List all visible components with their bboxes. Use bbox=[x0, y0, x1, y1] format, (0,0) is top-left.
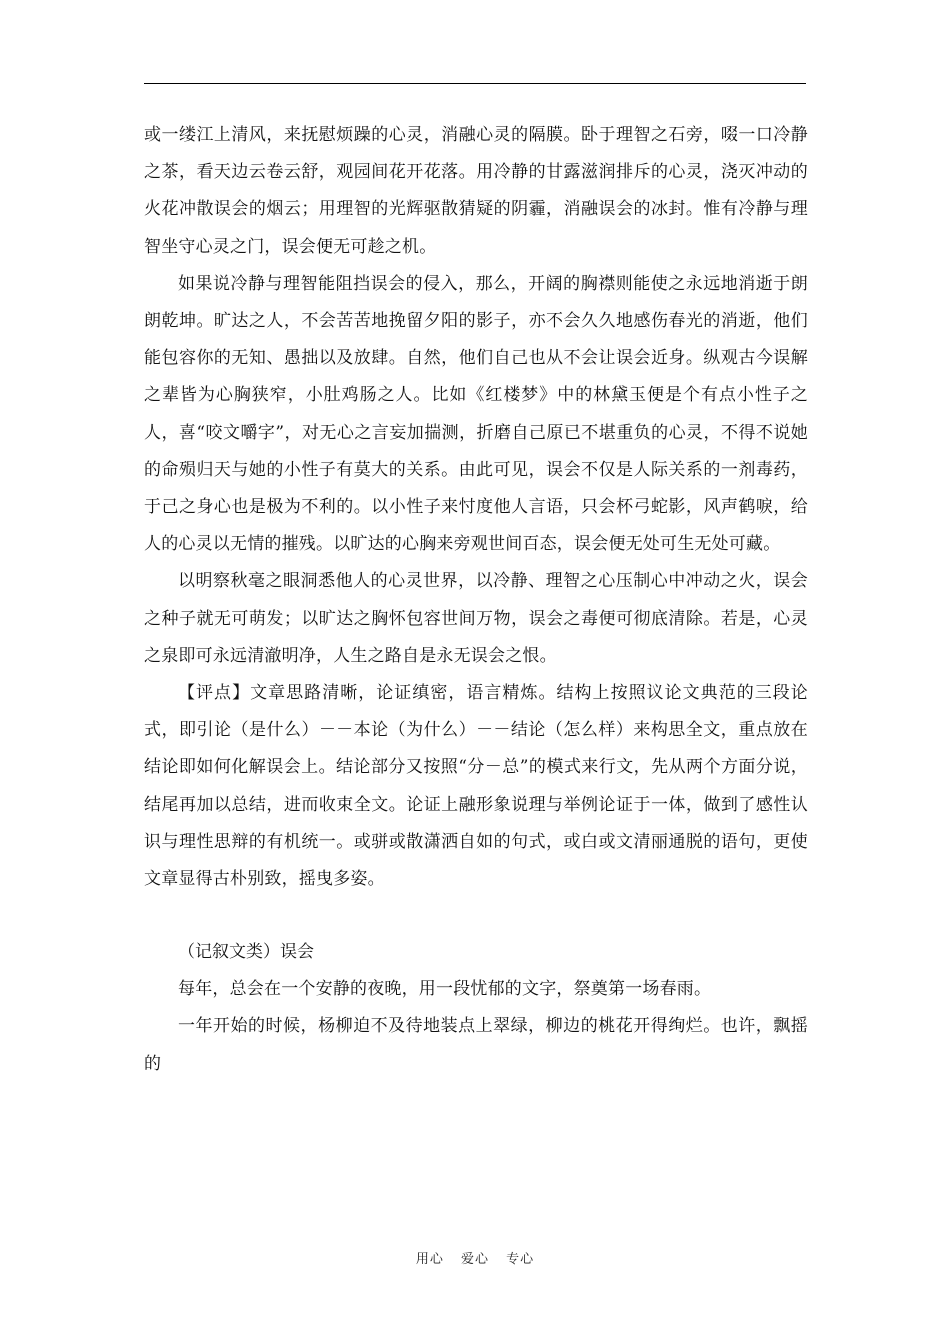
narrative-paragraph-1: 每年，总会在一个安静的夜晚，用一段忧郁的文字，祭奠第一场春雨。 bbox=[178, 979, 712, 1000]
footer-item: 用心 bbox=[415, 1252, 444, 1267]
paragraph-3: 以明察秋毫之眼洞悉他人的心灵世界，以冷静、理智之心压制心中冲动之火，误会之种子就无可萌发；以旷达之胸怀包容世间万物，误会之毒便可彻底清除。若是，心灵之泉即可永远清澈明净，人生之路自是永无误会之恨。 bbox=[144, 571, 808, 666]
header-rule bbox=[144, 83, 806, 84]
footer-item: 爱心 bbox=[460, 1252, 489, 1267]
paragraph-1: 或一缕江上清风，来抚慰烦躁的心灵，消融心灵的隔膜。卧于理智之石旁，啜一口冷静之茶，看天边云卷云舒，观园间花开花落。用冷静的甘露滋润排斥的心灵，浇灭冲动的火花冲散误会的烟云；用理智的光辉驱散猜疑的阴霾，消融误会的冰封。惟有冷静与理智坐守心灵之门，误会便无可趁之机。 bbox=[144, 125, 808, 257]
page-footer bbox=[0, 1248, 950, 1267]
narrative-paragraph-2: 一年开始的时候，杨柳迫不及待地装点上翠绿，柳边的桃花开得绚烂。也许，飘摇的 bbox=[144, 1016, 808, 1074]
paragraph-2: 如果说冷静与理智能阻挡误会的侵入，那么，开阔的胸襟则能使之永远地消逝于朗朗乾坤。旷达之人，不会苦苦地挽留夕阳的影子，亦不会久久地感伤春光的消逝，他们能包容你的无知、愚拙以及放肆。自然，他们自己也从不会让误会近身。纵观古今误解之辈皆为心胸狭窄，小肚鸡肠之人。比如《红楼梦》中的林黛玉便是个有点小性子之人，喜“咬文嚼字”，对无心之言妄加揣测，折磨自己原已不堪重负的心灵，不得不说她的命殒归天与她的小性子有莫大的关系。由此可见，误会不仅是人际关系的一剂毒药，于己之身心也是极为不利的。以小性子来忖度他人言语，只会杯弓蛇影，风声鹤唳，给人的心灵以无情的摧残。以旷达的心胸来旁观世间百态，误会便无处可生无处可藏。 bbox=[144, 273, 808, 555]
footer-item: 专心 bbox=[506, 1252, 535, 1267]
commentary-paragraph: 【评点】文章思路清晰，论证缜密，语言精炼。结构上按照议论文典范的三段论式，即引论（是什么）－－本论（为什么）－－结论（怎么样）来构思全文，重点放在结论即如何化解误会上。结论部分又按照“分－总”的模式来行文，先从两个方面分说，结尾再加以总结，进而收束全文。论证上融形象说理与举例论证于一体，做到了感性认识与理性思辩的有机统一。或骈或散潇洒自如的句式，或白或文清丽通脱的语句，更使文章显得古朴别致，摇曳多姿。 bbox=[144, 683, 808, 890]
document-body bbox=[144, 117, 808, 1083]
section-gap bbox=[144, 898, 808, 934]
section-heading: （记叙文类）误会 bbox=[178, 942, 314, 963]
